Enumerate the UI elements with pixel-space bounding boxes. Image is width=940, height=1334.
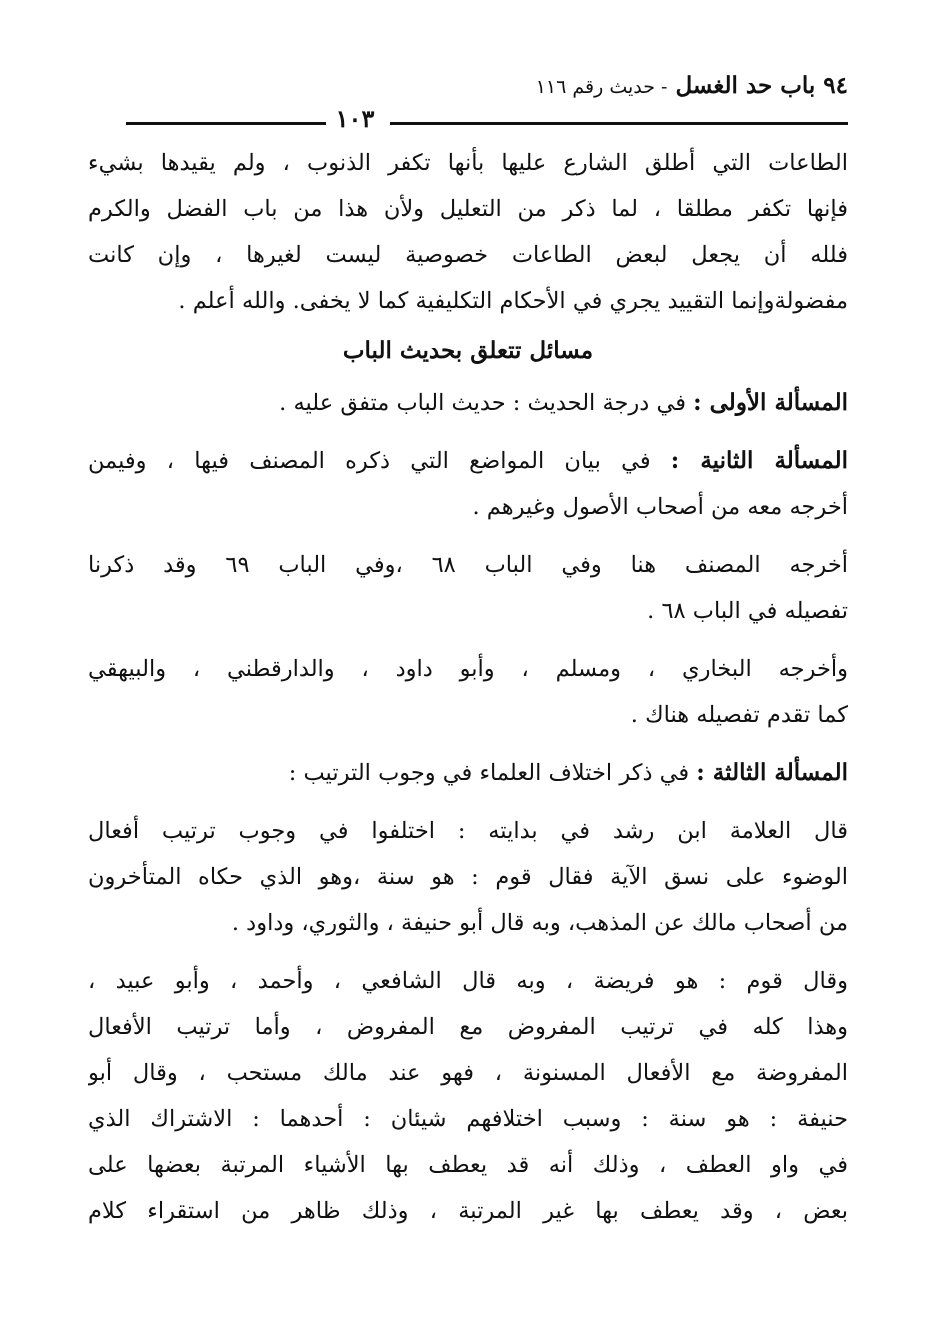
text-line: المفروضة مع الأفعال المسنونة ، فهو عند مالك مستحب ، وقال أبو [88,1060,848,1086]
text-line: وهذا كله في ترتيب المفروض مع المفروض ، وأما ترتيب الأفعال [88,1014,848,1040]
text-line: بعض ، وقد يعطف بها غير المرتبة ، وذلك ظاهر من استقراء كلام [88,1198,848,1224]
header-rule-left [126,122,326,125]
spacer [88,796,848,808]
text-line: وأخرجه البخاري ، ومسلم ، وأبو داود ، والدارقطني ، والبيهقي [88,656,848,682]
section-heading: مسائل تتعلق بحديث الباب [342,337,594,364]
text-line: حنيفة : هو سنة : وسبب اختلافهم شيئان : أحدهما : الاشتراك الذي [88,1106,848,1132]
paragraph-takhrij-2 [88,646,848,738]
spacer [88,946,848,958]
spacer [88,634,848,646]
running-header [536,72,848,99]
text-line: مفضولةوإنما التقييد يجري في الأحكام التكليفية كما لا يخفى. والله أعلم . [178,288,848,314]
spacer [88,738,848,750]
paragraph-intro [88,140,848,324]
text-line: الوضوء على نسق الآية فقال قوم : هو سنة ،وهو الذي حكاه المتأخرون [88,864,848,890]
masala-text: في درجة الحديث : حديث الباب متفق عليه . [279,390,694,416]
text-line: في واو العطف ، وذلك أنه قد يعطف بها الأشياء المرتبة بعضها على [88,1152,848,1178]
masala-second [88,438,848,530]
text-line: أخرجه معه من أصحاب الأصول وغيرهم . [472,494,848,520]
text-line: الطاعات التي أطلق الشارع عليها بأنها تكفر الذنوب ، ولم يقيدها بشيء [88,150,848,176]
text-line: أخرجه المصنف هنا وفي الباب ٦٨ ،وفي الباب ٦٩ وقد ذكرنا [88,552,848,578]
hadith-reference: - حديث رقم ١١٦ [535,76,668,98]
spacer [88,426,848,438]
text-line: كما تقدم تفصيله هناك . [630,702,848,728]
header-rule [126,104,848,133]
page-body [88,140,848,1234]
paragraph-ibn-rushd [88,808,848,946]
spacer [88,530,848,542]
page-number: ١٠٣ [335,104,375,133]
text-line: قال العلامة ابن رشد في بدايته : اختلفوا في وجوب ترتيب أفعال [88,818,848,844]
masala-first [88,380,848,426]
masala-text: في ذكر اختلاف العلماء في وجوب الترتيب : [288,760,697,786]
text-line [88,438,848,484]
paragraph-takhrij-1 [88,542,848,634]
text-line: من أصحاب مالك عن المذهب، وبه قال أبو حنيفة ، والثوري، وداود . [231,910,848,936]
text-line: وقال قوم : هو فريضة ، وبه قال الشافعي ، وأحمد ، وأبو عبيد ، [88,968,848,994]
masala-label: المسألة الأولى : [693,389,848,416]
masala-label: المسألة الثالثة : [696,759,848,786]
text-line [88,750,848,796]
chapter-title: ٩٤ باب حد الغسل [675,72,848,99]
paragraph-qawm [88,958,848,1234]
masala-label: المسألة الثانية : [670,447,848,474]
text-line: تفصيله في الباب ٦٨ . [647,598,848,624]
header-rule-right [390,122,848,125]
text-line: فإنها تكفر مطلقا ، لما ذكر من التعليل ولأن هذا من باب الفضل والكرم [88,196,848,222]
text-line: فلله أن يجعل لبعض الطاعات خصوصية ليست لغيرها ، وإن كانت [88,242,848,268]
text-line [88,380,848,426]
masala-third [88,750,848,796]
masala-text: في بيان المواضع التي ذكره المصنف فيها ، وفيمن [88,448,671,474]
